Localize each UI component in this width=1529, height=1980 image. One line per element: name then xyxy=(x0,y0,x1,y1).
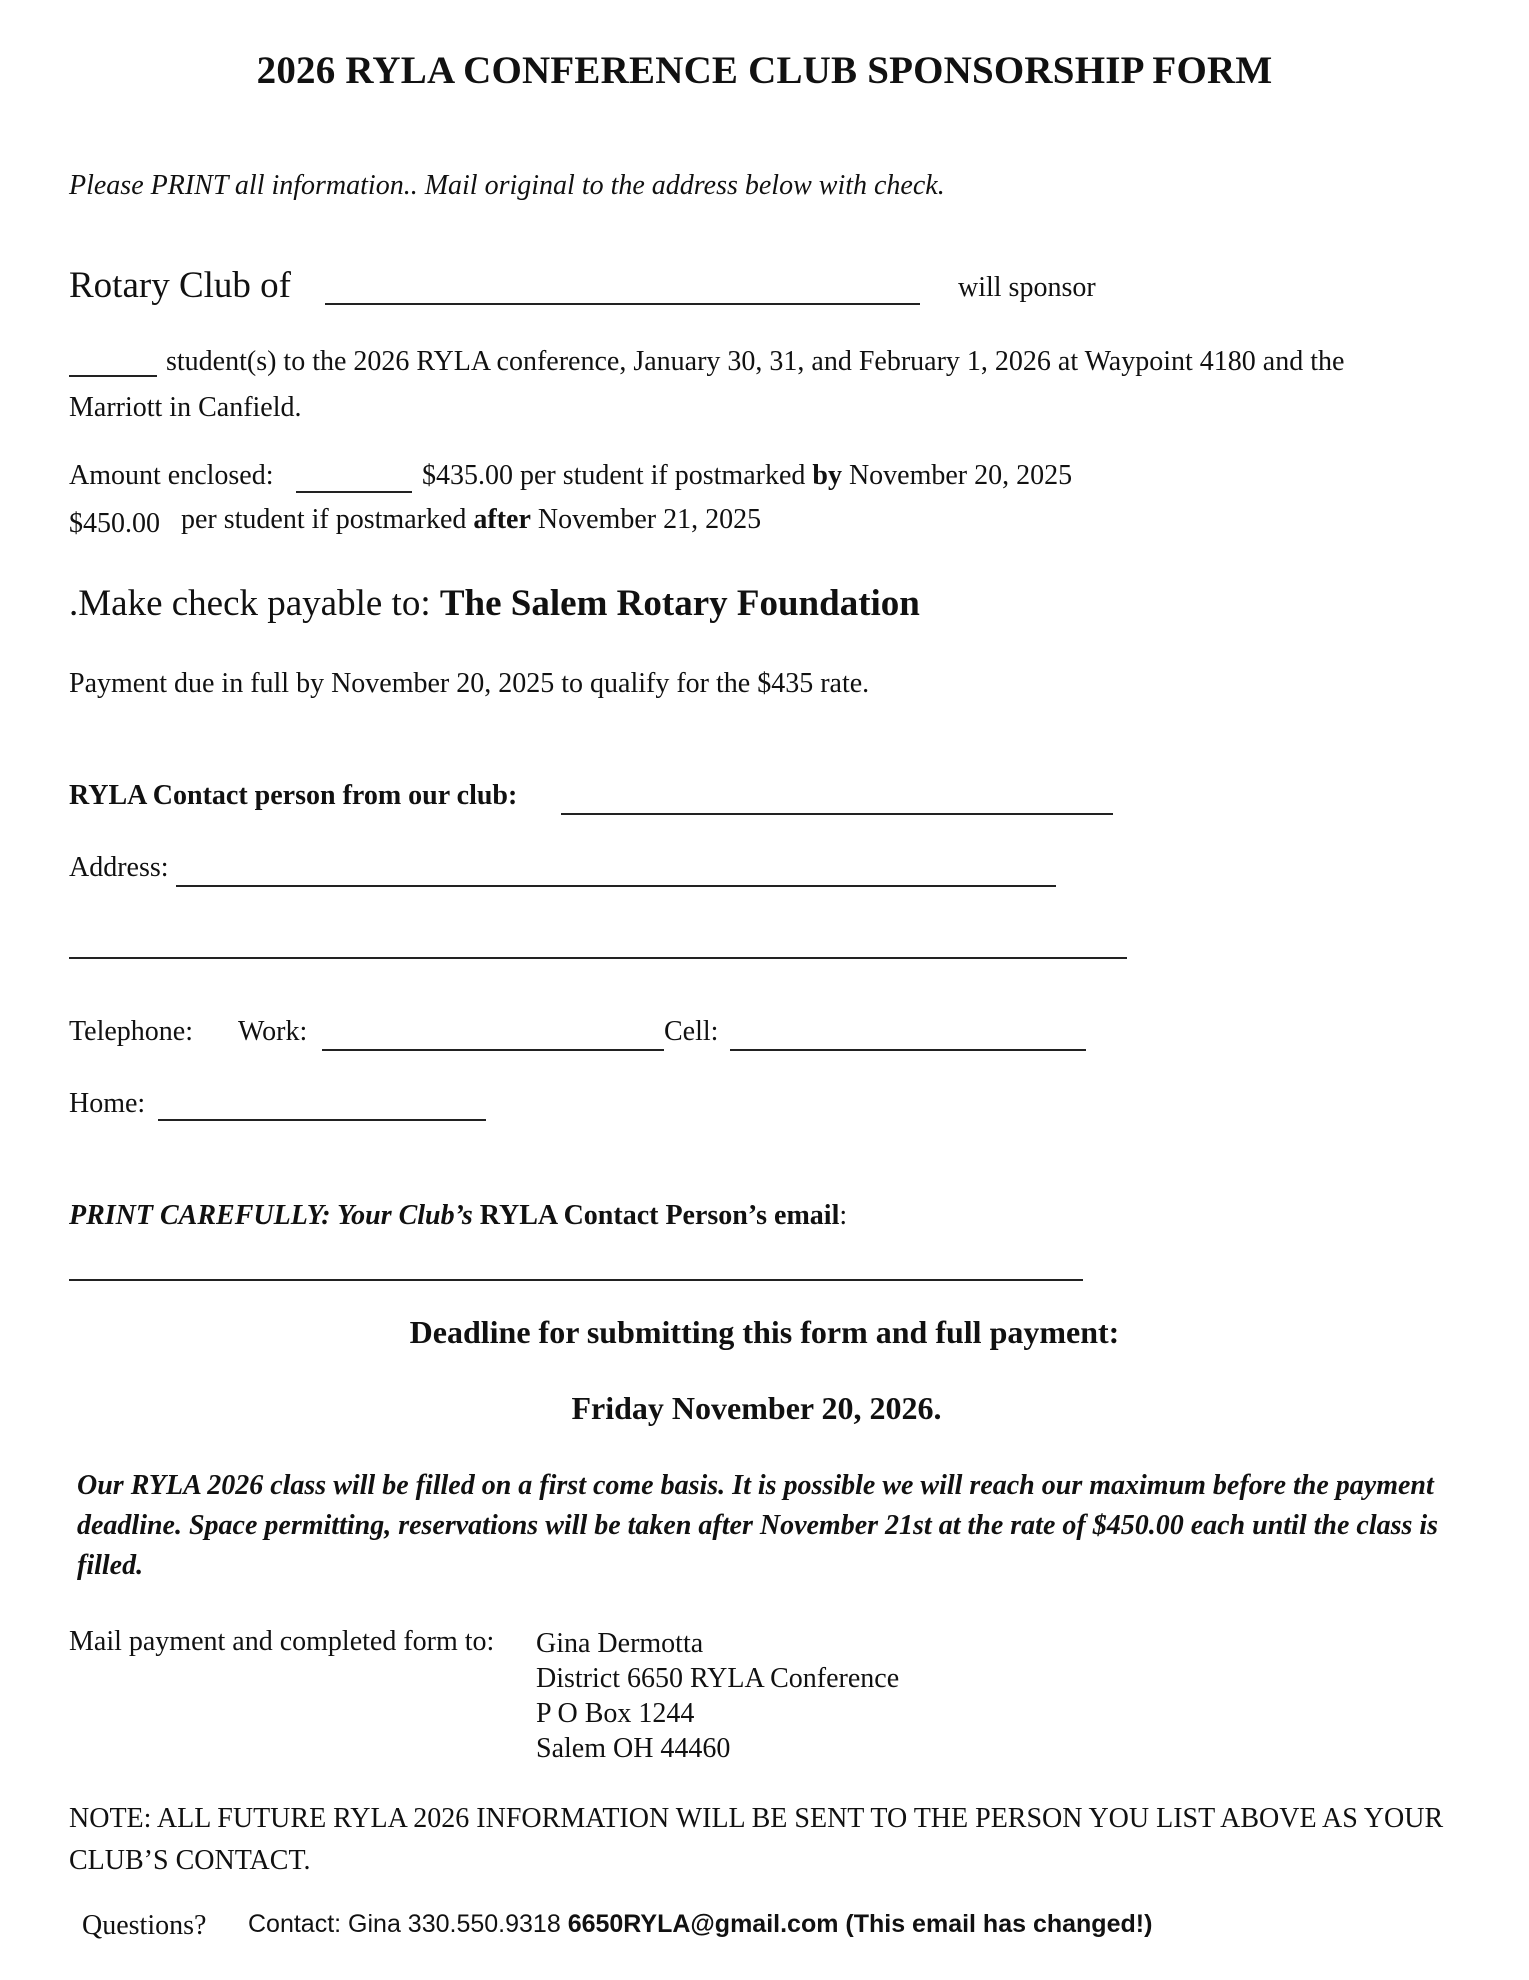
amount-label: Amount enclosed: xyxy=(69,460,274,491)
mail-address xyxy=(536,1626,899,1766)
club-line xyxy=(69,264,291,307)
mail-name: Gina Dermotta xyxy=(536,1628,704,1659)
amount-field[interactable] xyxy=(296,490,412,493)
contact-email-link[interactable]: 6650RYLA@gmail.com xyxy=(567,1910,839,1938)
capacity-notice: Our RYLA 2026 class will be filled on a first come basis. It is possible we will reach our maximum before the payment deadline. Space permitting, reservations will be taken after November 21st at the rate of $450.00 each until the class is filled. xyxy=(77,1470,1439,1581)
deadline-date: Friday November 20, 2026. xyxy=(571,1390,942,1426)
will-sponsor-text: will sponsor xyxy=(958,272,1096,303)
students-text-2: Marriott in Canfield. xyxy=(69,392,302,423)
student-count-field[interactable] xyxy=(69,374,157,377)
page-title: 2026 RYLA CONFERENCE CLUB SPONSORSHIP FORM xyxy=(256,49,1273,92)
questions-contact: Contact: Gina 330.550.9318 6650RYLA@gmail.com (This email has changed!) xyxy=(248,1910,1153,1938)
home-phone-field[interactable] xyxy=(158,1118,486,1121)
payee: The Salem Rotary Foundation xyxy=(439,583,920,624)
cell-phone-field[interactable] xyxy=(730,1048,1086,1051)
questions-label: Questions? xyxy=(82,1910,207,1941)
instructions: Please PRINT all information.. Mail original to the address below with check. xyxy=(69,170,945,201)
contact-person-field[interactable] xyxy=(561,812,1113,815)
contact-person-label: RYLA Contact person from our club: xyxy=(69,780,518,811)
mail-city: Salem OH 44460 xyxy=(536,1733,731,1764)
payable-line: .Make check payable to: The Salem Rotary Foundation xyxy=(69,583,920,624)
mail-po-box: P O Box 1244 xyxy=(536,1698,695,1729)
deadline-heading: Deadline for submitting this form and full payment: xyxy=(409,1314,1120,1350)
club-name-field[interactable] xyxy=(325,302,920,305)
cell-label: Cell: xyxy=(664,1016,719,1047)
address-field-1[interactable] xyxy=(176,884,1056,887)
email-label: PRINT CAREFULLY: Your Club’s RYLA Contact Person’s email: xyxy=(69,1200,848,1231)
mail-to-label: Mail payment and completed form to: xyxy=(69,1626,495,1657)
telephone-label: Telephone: xyxy=(69,1016,193,1047)
work-label: Work: xyxy=(238,1016,308,1047)
mail-org: District 6650 RYLA Conference xyxy=(536,1663,900,1694)
rate-late-price: $450.00 xyxy=(69,508,160,539)
rate-late: per student if postmarked after November 21, 2025 xyxy=(181,504,762,535)
email-field[interactable] xyxy=(69,1278,1083,1281)
rate-early: $435.00 per student if postmarked by November 20, 2025 xyxy=(422,460,1073,491)
payment-due: Payment due in full by November 20, 2025 to qualify for the $435 rate. xyxy=(69,668,870,699)
club-label: Rotary Club of xyxy=(69,265,291,306)
contact-note: NOTE: ALL FUTURE RYLA 2026 INFORMATION WILL BE SENT TO THE PERSON YOU LIST ABOVE AS YOUR CLUB’S CONTACT. xyxy=(69,1803,1444,1876)
work-phone-field[interactable] xyxy=(322,1048,664,1051)
address-field-2[interactable] xyxy=(69,956,1127,959)
address-label: Address: xyxy=(69,852,169,883)
students-text-1: student(s) to the 2026 RYLA conference, January 30, 31, and February 1, 2026 at Waypoint 4180 and the xyxy=(166,346,1345,377)
home-label: Home: xyxy=(69,1088,146,1119)
